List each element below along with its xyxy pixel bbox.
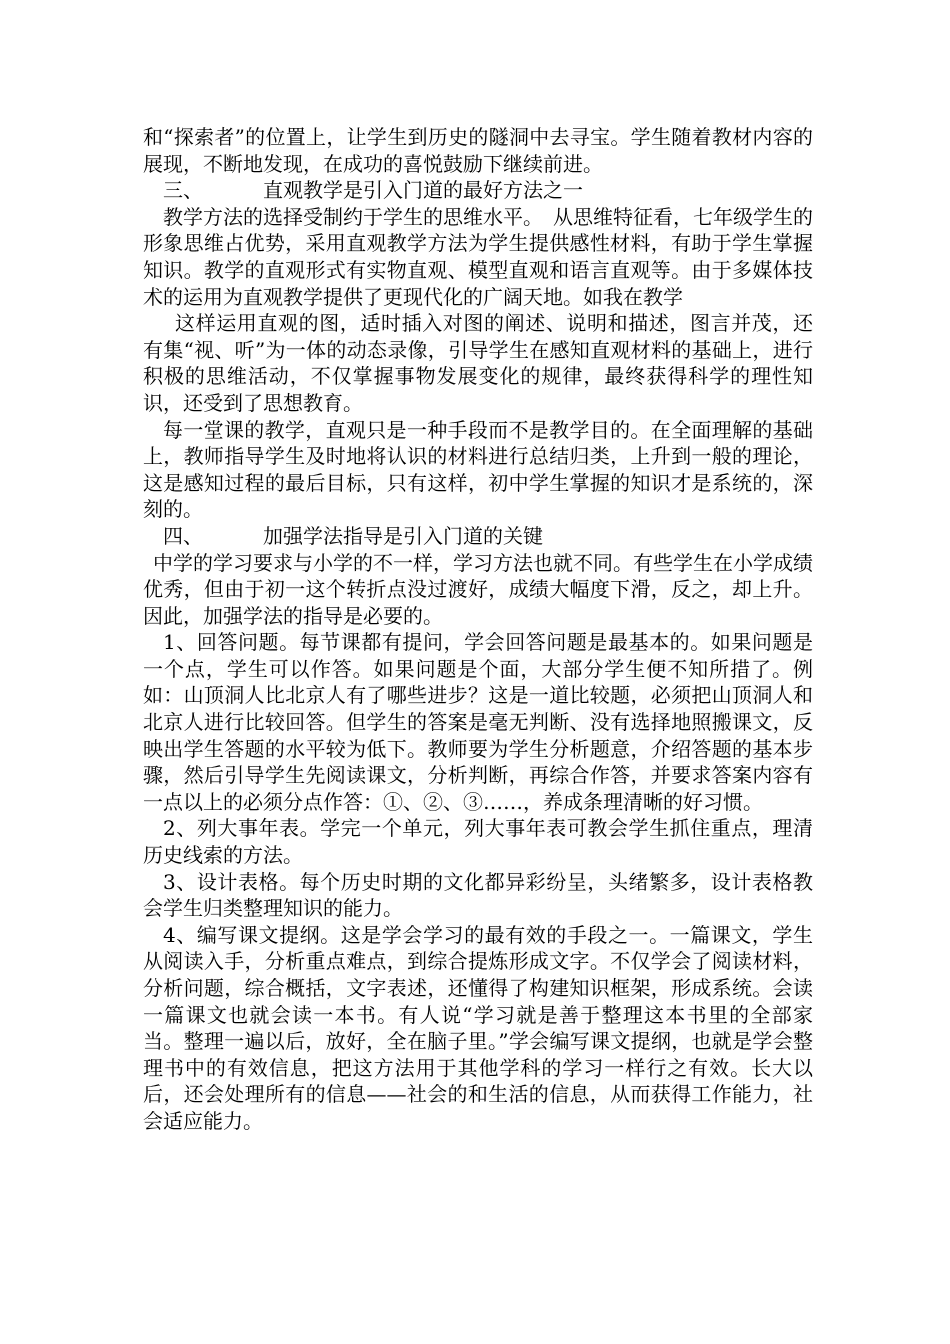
paragraph-visual-aids: 这样运用直观的图，适时插入对图的阐述、说明和描述，图言并茂，还有集“视、听”为一体的动态录像，引导学生在感知直观材料的基础上，进行积极的思维活动，不仅掌握事物发展变化的规律，最终获得科学的理性知识，还受到了思想教育。	[143, 311, 813, 415]
section-heading-title: 直观教学是引入门道的最好方法之一	[263, 178, 583, 203]
paragraph-teaching-method: 教学方法的选择受制约于学生的思维水平。 从思维特征看，七年级学生的形象思维占优势，采用直观教学方法为学生提供感性材料，有助于学生掌握知识。教学的直观形式有实物直观、模型直观和语言直观等。由于多媒体技术的运用为直观教学提供了更现代化的广阔天地。如我在教学	[143, 204, 813, 309]
list-item-outline: 4、编写课文提纲。这是学会学习的最有效的手段之一。一篇课文，学生从阅读入手，分析重点难点，到综合提炼形成文字。不仅学会了阅读材料，分析问题，综合概括，文字表述，还懂得了构建知识框架，形成系统。会读一篇课文也就会读一本书。有人说“学习就是善于整理这本书里的全部家当。整理一遍以后，放好，全在脑子里。”学会编写课文提纲，也就是学会整理书中的有效信息，把这方法用于其他学科的学习一样行之有效。长大以后，还会处理所有的信息——社会的和生活的信息，从而获得工作能力，社会适应能力。	[143, 922, 813, 1133]
paragraph-study-methods: 中学的学习要求与小学的不一样，学习方法也就不同。有些学生在小学成绩优秀，但由于初一这个转折点没过渡好，成绩大幅度下滑，反之，却上升。因此，加强学法的指导是必要的。	[143, 550, 813, 628]
list-item-answer-questions: 1、回答问题。每节课都有提问，学会回答问题是最基本的。如果问题是一个点，学生可以作答。如果问题是个面，大部分学生便不知所措了。例如：山顶洞人比北京人有了哪些进步？这是一道比较题，必须把山顶洞人和北京人进行比较回答。但学生的答案是毫无判断、没有选择地照搬课文，反映出学生答题的水平较为低下。教师要为学生分析题意，介绍答题的基本步骤，然后引导学生先阅读课文，分析判断，再综合作答，并要求答案内容有一点以上的必须分点作答：①、②、③……，养成条理清晰的好习惯。	[143, 630, 813, 814]
section-heading-number: 四、	[163, 523, 203, 548]
section-heading-3	[143, 177, 813, 204]
list-item-chronology: 2、列大事年表。学完一个单元，列大事年表可教会学生抓住重点，理清历史线索的方法。	[143, 816, 813, 868]
paragraph-each-lesson: 每一堂课的教学，直观只是一种手段而不是教学目的。在全面理解的基础上，教师指导学生及时地将认识的材料进行总结归类，上升到一般的理论，这是感知过程的最后目标，只有这样，初中学生掌握的知识才是系统的，深刻的。	[143, 417, 813, 522]
list-item-design-tables: 3、设计表格。每个历史时期的文化都异彩纷呈，头绪繁多，设计表格教会学生归类整理知识的能力。	[143, 869, 813, 921]
document-body	[143, 124, 813, 1135]
paragraph-intro-continued: 和“探索者”的位置上，让学生到历史的隧洞中去寻宝。学生随着教材内容的展现，不断地发现，在成功的喜悦鼓励下继续前进。	[143, 125, 813, 176]
section-heading-number: 三、	[163, 178, 203, 203]
section-heading-title: 加强学法指导是引入门道的关键	[263, 523, 543, 548]
section-heading-4	[143, 523, 813, 550]
